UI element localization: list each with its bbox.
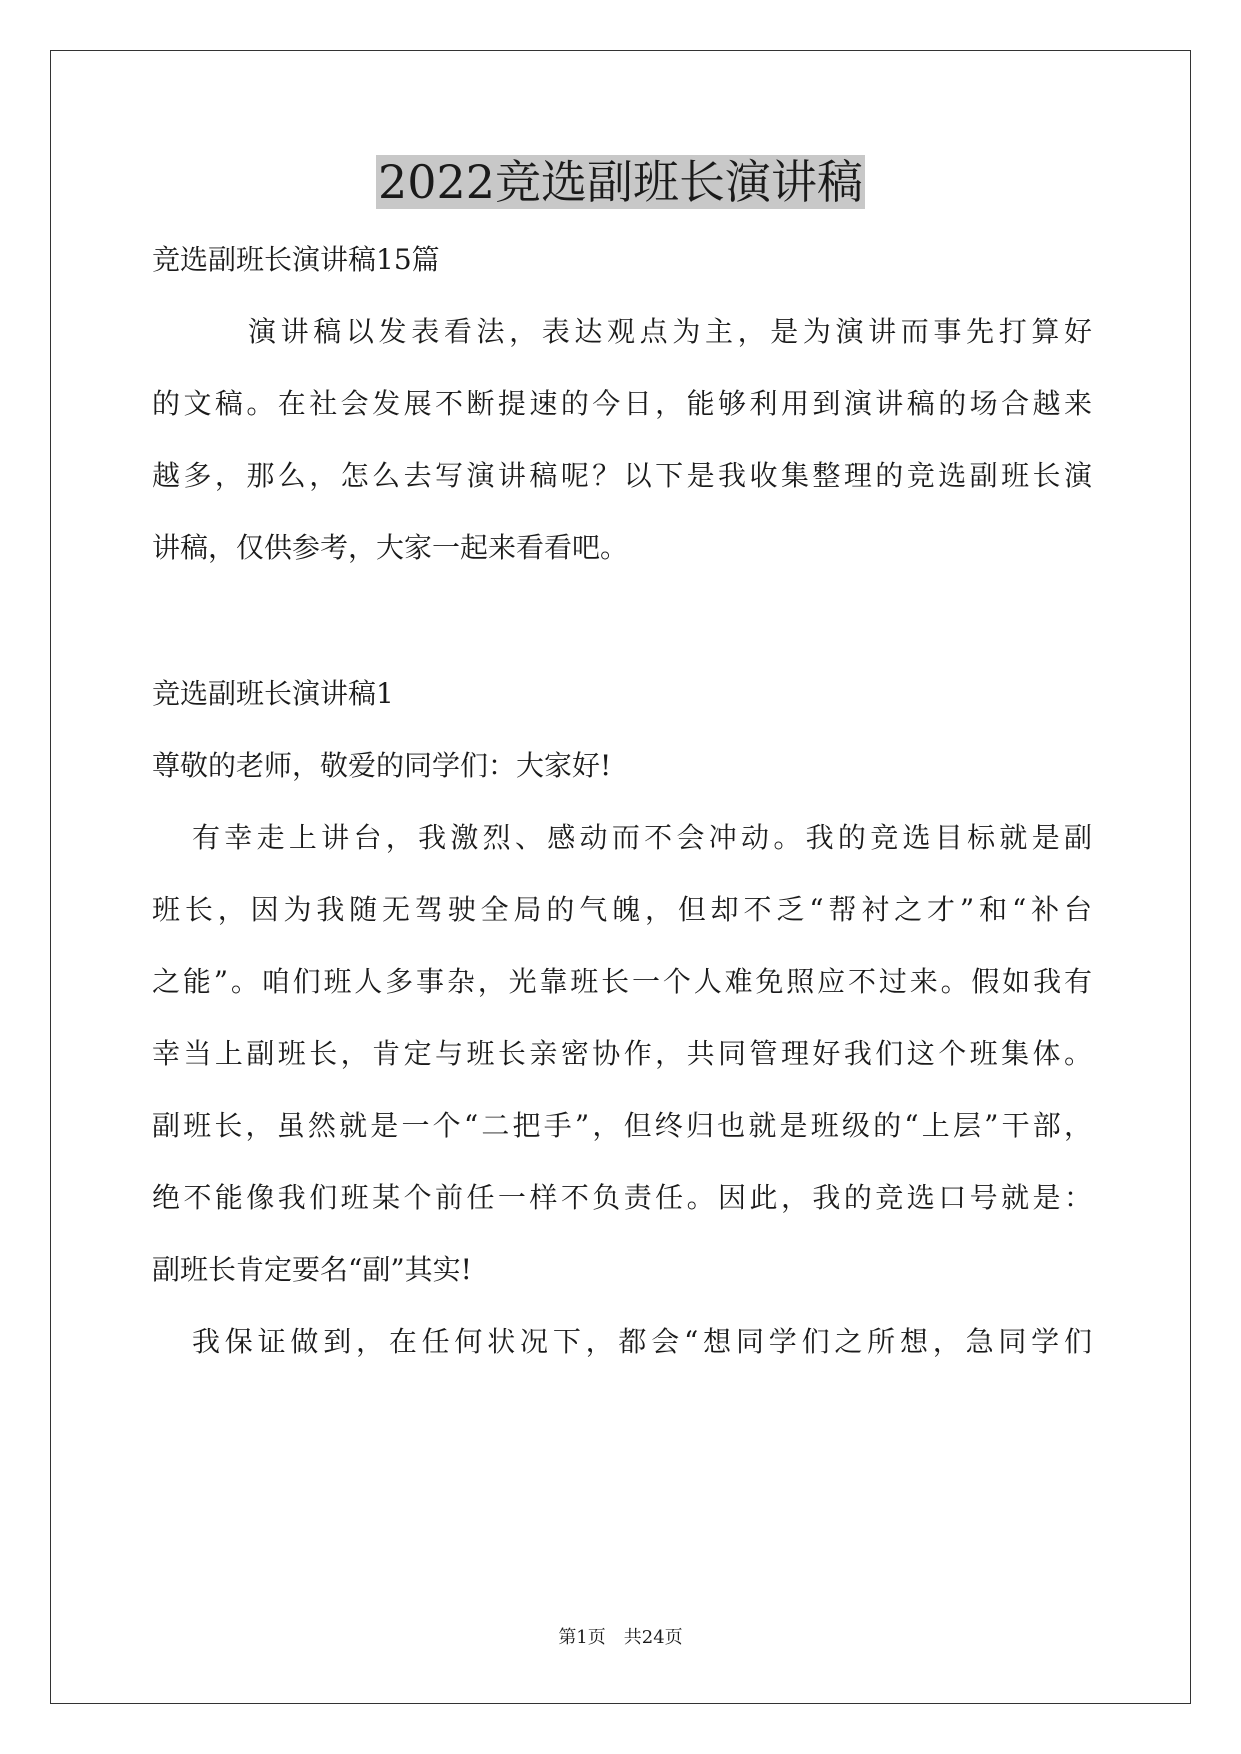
document-subtitle: 竞选副班长演讲稿15篇 <box>152 243 440 276</box>
body-line-7: 副班长肯定要名“副”其实! <box>152 1253 472 1286</box>
greeting: 尊敬的老师，敬爱的同学们：大家好! <box>152 749 612 782</box>
intro-line-3: 越多，那么，怎么去写演讲稿呢？以下是我收集整理的竞选副班长演 <box>152 459 1092 492</box>
intro-line-2: 的文稿。在社会发展不断提速的今日，能够利用到演讲稿的场合越来 <box>152 387 1092 420</box>
body-line-1: 有幸走上讲台，我激烈、感动而不会冲动。我的竞选目标就是副 <box>192 821 1092 854</box>
body-line-5: 副班长，虽然就是一个“二把手”，但终归也就是班级的“上层”干部， <box>152 1109 1092 1142</box>
intro-line-1: 演讲稿以发表看法，表达观点为主，是为演讲而事先打算好 <box>248 315 1092 348</box>
document-title <box>0 152 1241 212</box>
section-heading: 竞选副班长演讲稿1 <box>152 677 394 710</box>
intro-line-4: 讲稿，仅供参考，大家一起来看看吧。 <box>152 531 629 564</box>
page-border <box>50 50 1191 1704</box>
body-line-4: 幸当上副班长，肯定与班长亲密协作，共同管理好我们这个班集体。 <box>152 1037 1092 1070</box>
body-line-8: 我保证做到，在任何状况下，都会“想同学们之所想，急同学们 <box>192 1325 1092 1358</box>
page-footer: 第1页 共24页 <box>558 1627 683 1648</box>
body-line-3: 之能”。咱们班人多事杂，光靠班长一个人难免照应不过来。假如我有 <box>152 965 1092 998</box>
document-title-text: 2022竞选副班长演讲稿 <box>377 155 864 209</box>
body-line-2: 班长，因为我随无驾驶全局的气魄，但却不乏“帮衬之才”和“补台 <box>152 893 1092 926</box>
body-line-6: 绝不能像我们班某个前任一样不负责任。因此，我的竞选口号就是： <box>152 1181 1092 1214</box>
